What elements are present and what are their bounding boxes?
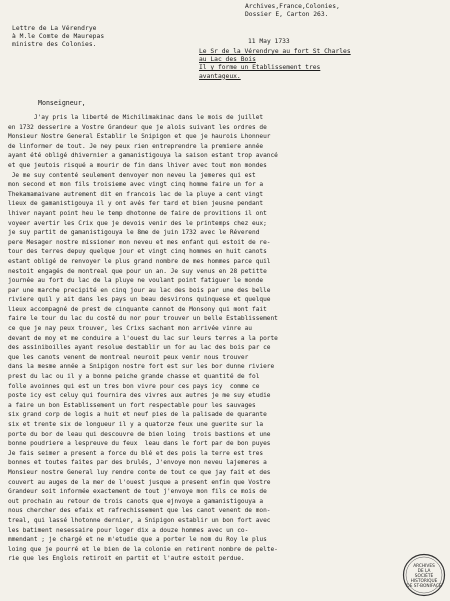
body-line: out prochain au retour de trois canots que ejnvoye a gamanistigouya a <box>8 497 264 505</box>
body-line: rie que les Englois retiroit en partit et l'autre estoit perdue. <box>8 555 245 563</box>
body-line: bonnes et toutes faites par des brulés, J'envoye mon neveu lajemeres a <box>8 459 267 467</box>
stamp-line: DE ST-BONIFACE <box>406 584 442 589</box>
body-line: six et trente six de longueur il y a quatorze feux une guerite sur la <box>8 421 264 428</box>
header-right-line: Archives,France,Colonies, <box>245 3 340 10</box>
body-line: nestoit engagés de montreal que pour un an. Je suy venus en 28 petitte <box>8 267 267 275</box>
body-line: folle avoinnes qui est un tres bon vivre pour ces pays icy comme ce <box>8 382 260 390</box>
body-line: prest du lac ou il y a bonne peiche grande chasse et quantité de fol <box>8 373 260 381</box>
stamp-line: DE LA <box>417 569 431 574</box>
header-right <box>245 3 340 19</box>
body-line: que les canots venent de montreal neuroit peux venir nous trouver <box>8 353 249 361</box>
subject-line: avantageux. <box>199 72 241 80</box>
stamp-line: SOCIÉTÉ <box>414 574 434 579</box>
body-line: devant de moy et me conduire a l'ouest du lac sur leurs terres a la porte <box>8 334 278 342</box>
body-line: lieux accompagné de prest de cinquante cannot de Monsony qui mont fait <box>8 305 267 313</box>
body-line: nous chercher des efaix et rafrechissement que les canot venent de mon- <box>8 507 271 515</box>
body-line: porte du bor de leau qui descouvre de bien loing trois bastions et une <box>8 430 271 438</box>
body-line: lhiver nayant point heu le temp dhotonne de faire de provitions il ont <box>8 209 267 217</box>
body-line: bonne poudriere a lespreuve du feux leau dans le fort par de bon puyes <box>8 440 271 448</box>
body-line: de linformer de tout. Je ney peux rien entreprendre la premiere année <box>8 142 264 150</box>
body-line: ayant été obligé dhivernier a gamanistigouya la saison estant trop avancé <box>8 152 278 160</box>
body-line: journée au fort du lac de la pluye ne voulant point fatiguer le monde <box>8 277 264 285</box>
body-line: je suy partit de gamanistigouya le 8me de juin 1732 avec le Réverend <box>8 229 260 237</box>
subject-line: au Lac des Bois <box>199 56 256 64</box>
letter-subject <box>199 48 351 81</box>
body-line: mmendant ; je chargé et ne m'etudie que a porter le nom du Roy le plus <box>8 536 267 544</box>
body-line: Monsieur Nostre General Establir le Snipigon et que je haurois Lhonneur <box>8 133 271 141</box>
body-line: en 1732 desserire a Vostre Grandeur que je alois suivant les ordres de <box>8 123 267 131</box>
body-line: et que jeutois risqué a mourir de fin dans lhiver avec tout mon mondes <box>8 161 267 169</box>
body-line: Je fais seimer a present a force du blé et des pois la terre est tres <box>8 449 264 457</box>
body-line: treal, qui lassé lhotonne dernier, a Snipigon establir un bon fort avec <box>8 516 271 524</box>
body-line: a faire un bon Establissement un fort respectable pour les sauvages <box>8 401 256 409</box>
subject-line: Le Sr de la Vérendrye au fort St Charles <box>199 48 351 55</box>
body-line: J'ay pris la liberté de Michilimakinac dans le mois de juillet <box>8 114 264 121</box>
body-line: tour des terres depuy quelque jour et vingt cinq hommes en huit canots <box>8 248 267 256</box>
body-line: mon second et mon fils troisieme avec vingt cinq homme faire un for a <box>8 181 264 189</box>
stamp-text <box>402 564 446 589</box>
body-line: estant obligé de renvoyer le plus grand nombre de mes hommes parce quil <box>8 257 271 265</box>
body-line: six grand corp de logis a huit et neuf pies de la palisade de quarante <box>8 411 267 419</box>
body-line: poste icy est celuy qui fournira des vivres aux autres je me suy etudie <box>8 392 271 400</box>
stamp-line: HISTORIQUE <box>410 579 438 584</box>
body-line: Je me suy contenté seulement denvoyer mon neveu la jemeres qui est <box>8 171 256 179</box>
header-right-line: Dossier E, Carton 263. <box>245 11 329 19</box>
header-left-line: Lettre de La Vérendrye <box>12 25 97 32</box>
body-line: Monsieur nostre General luy rendre conte de tout ce que jay fait et des <box>8 468 271 476</box>
body-line: par une marche precipité en cinq jour au lac des bois par une des belle <box>8 286 271 294</box>
stamp-line: ARCHIVES <box>413 564 435 569</box>
body-line: Thekamamaivane autrement dit en francois lac de la pluye a cent vingt <box>8 190 264 198</box>
header-left-line: à M.le Comte de Maurepas <box>12 33 105 41</box>
body-line: Grandeur soit informée exactement de tout j'envoye mon fils ce mois de <box>8 488 267 496</box>
letter-body <box>8 113 448 564</box>
body-line: dans la mesme année a Snipigon nostre fort est sur les bor dunne riviere <box>8 363 275 371</box>
body-line: loing que je pourré et le bien de la colonie en retirent nombre de pelte- <box>8 545 278 553</box>
body-line: pere Mesager nostre missioner mon neveu et mes enfant qui estoit de re- <box>8 238 271 246</box>
body-line: ce que je nay peux trouver, les Crixs sachant mon arrivée vinre au <box>8 325 253 333</box>
header-left-line: ministre des Colonies. <box>12 41 97 49</box>
body-line: lieux de gamanistigouya il y ont avés fer tard et bien jeusne pendant <box>8 200 264 208</box>
header-left <box>12 25 104 50</box>
salutation: Monseigneur, <box>38 99 86 107</box>
body-line: riviere quil y ait dans les pays un beau desvirons quinquese et quelque <box>8 296 271 304</box>
body-line: les batiment nesessaire pour loger dix a douze hommes avec un co- <box>8 526 249 534</box>
body-line: voyeer avertir les Crix que je devois venir des le printemps chez eux; <box>8 219 267 227</box>
archive-stamp <box>402 553 446 597</box>
subject-line: Il y forme un Etablissement tres <box>199 64 321 72</box>
body-line: des assiniboilles ayant resolue destablir un for au lac des bois par ce <box>8 344 271 352</box>
body-line: couvert au auges de la mer de l'ouest jusque a present enfin que Vostre <box>8 478 271 486</box>
body-line: faire le tour du lac du costé du nor pour trouver un belle Establissement <box>8 315 278 323</box>
letter-date: 11 May 1733 <box>248 38 290 45</box>
